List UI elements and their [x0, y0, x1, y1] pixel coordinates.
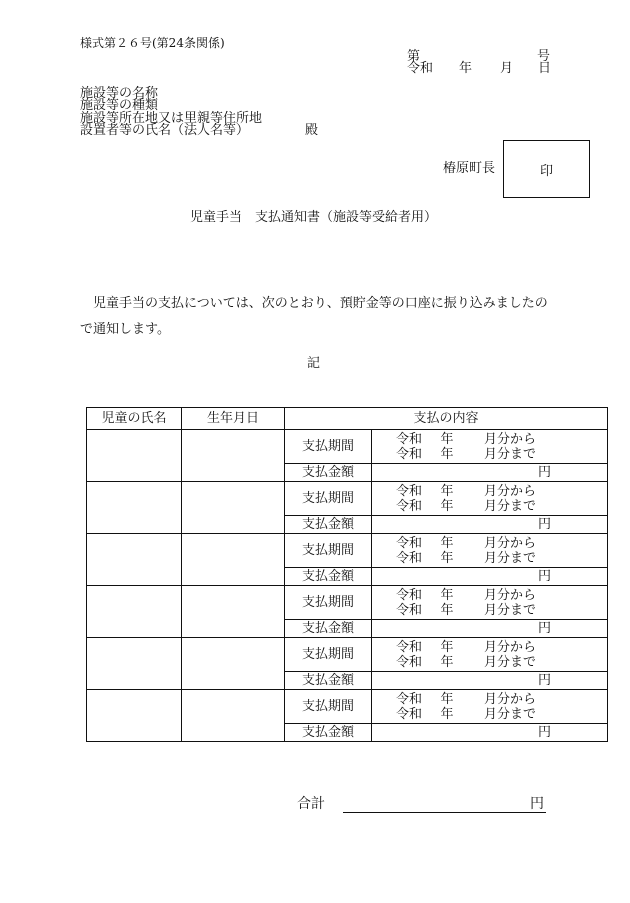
- date-day: 日: [538, 61, 552, 76]
- period-from: [372, 640, 607, 655]
- amount-value: 円: [372, 464, 608, 482]
- year-label: 年: [440, 706, 454, 722]
- year-label: 年: [440, 691, 454, 707]
- body-text: 児童手当の支払については、次のとおり、預貯金等の口座に振り込みましたので通知します。: [80, 296, 548, 337]
- table-row: [87, 586, 608, 620]
- period-to: [372, 551, 607, 566]
- era-label: 令和: [395, 431, 422, 447]
- birthdate-cell: [182, 430, 285, 482]
- amount-label: 支払金額: [285, 516, 372, 534]
- header-birthdate: 生年月日: [182, 408, 285, 430]
- period-value: [372, 690, 608, 724]
- header-payment-content: 支払の内容: [285, 408, 608, 430]
- era-label: 令和: [395, 446, 422, 462]
- month-to-label: 月分まで: [484, 446, 537, 462]
- facility-name-label: 施設等の名称: [80, 86, 159, 101]
- amount-label: 支払金額: [285, 672, 372, 690]
- total-amount-line: [343, 812, 546, 813]
- period-value: [372, 638, 608, 672]
- amount-value: 円: [372, 724, 608, 742]
- month-to-label: 月分まで: [484, 550, 537, 566]
- child-name-cell: [87, 638, 182, 690]
- period-label: 支払期間: [285, 638, 372, 672]
- era-label: 令和: [395, 483, 422, 499]
- date-month: 月: [500, 61, 514, 76]
- period-to: [372, 499, 607, 514]
- amount-value: 円: [372, 516, 608, 534]
- period-to: [372, 447, 607, 462]
- period-value: [372, 534, 608, 568]
- year-label: 年: [440, 602, 454, 618]
- payment-table: [86, 407, 608, 742]
- period-value: [372, 586, 608, 620]
- period-to: [372, 707, 607, 722]
- year-label: 年: [440, 639, 454, 655]
- era-label: 令和: [395, 550, 422, 566]
- amount-value: 円: [372, 620, 608, 638]
- table-row: [87, 482, 608, 516]
- facility-address-label: 施設等所在地又は里親等住所地: [80, 111, 263, 126]
- child-name-cell: [87, 534, 182, 586]
- child-name-cell: [87, 482, 182, 534]
- amount-label: 支払金額: [285, 464, 372, 482]
- month-from-label: 月分から: [484, 535, 537, 551]
- year-label: 年: [440, 498, 454, 514]
- form-number: 様式第２６号(第24条関係): [80, 36, 225, 50]
- era-label: 令和: [395, 654, 422, 670]
- date-era: 令和: [407, 61, 434, 76]
- period-to: [372, 655, 607, 670]
- year-label: 年: [440, 535, 454, 551]
- era-label: 令和: [395, 535, 422, 551]
- table-header-row: [87, 408, 608, 430]
- month-to-label: 月分まで: [484, 498, 537, 514]
- month-from-label: 月分から: [484, 691, 537, 707]
- year-label: 年: [440, 654, 454, 670]
- birthdate-cell: [182, 482, 285, 534]
- month-to-label: 月分まで: [484, 706, 537, 722]
- month-from-label: 月分から: [484, 483, 537, 499]
- era-label: 令和: [395, 691, 422, 707]
- period-from: [372, 432, 607, 447]
- era-label: 令和: [395, 602, 422, 618]
- era-label: 令和: [395, 498, 422, 514]
- period-from: [372, 484, 607, 499]
- facility-type-label: 施設等の種類: [80, 98, 159, 113]
- founder-name-label: 設置者等の氏名（法人名等）: [80, 123, 250, 138]
- period-label: 支払期間: [285, 586, 372, 620]
- total-yen: 円: [530, 796, 544, 812]
- child-name-cell: [87, 430, 182, 482]
- amount-label: 支払金額: [285, 568, 372, 586]
- period-label: 支払期間: [285, 430, 372, 464]
- amount-value: 円: [372, 672, 608, 690]
- child-name-cell: [87, 690, 182, 742]
- table-row: [87, 534, 608, 568]
- amount-label: 支払金額: [285, 724, 372, 742]
- period-label: 支払期間: [285, 482, 372, 516]
- period-from: [372, 588, 607, 603]
- period-label: 支払期間: [285, 690, 372, 724]
- table-row: [87, 430, 608, 464]
- birthdate-cell: [182, 586, 285, 638]
- year-label: 年: [440, 483, 454, 499]
- period-value: [372, 482, 608, 516]
- ki-label: 記: [307, 356, 321, 371]
- birthdate-cell: [182, 690, 285, 742]
- table-row: [87, 638, 608, 672]
- period-from: [372, 692, 607, 707]
- amount-value: 円: [372, 568, 608, 586]
- era-label: 令和: [395, 587, 422, 603]
- year-label: 年: [440, 587, 454, 603]
- month-to-label: 月分まで: [484, 654, 537, 670]
- document-date: [407, 62, 550, 76]
- period-to: [372, 603, 607, 618]
- birthdate-cell: [182, 534, 285, 586]
- month-from-label: 月分から: [484, 431, 537, 447]
- period-label: 支払期間: [285, 534, 372, 568]
- amount-label: 支払金額: [285, 620, 372, 638]
- year-label: 年: [440, 431, 454, 447]
- doc-number-suffix: 号: [536, 49, 550, 64]
- date-year: 年: [459, 61, 473, 76]
- table-row: [87, 690, 608, 724]
- era-label: 令和: [395, 706, 422, 722]
- total-label: 合計: [297, 796, 325, 812]
- period-value: [372, 430, 608, 464]
- honorific: 殿: [305, 123, 319, 138]
- month-from-label: 月分から: [484, 639, 537, 655]
- period-from: [372, 536, 607, 551]
- month-from-label: 月分から: [484, 587, 537, 603]
- doc-number-prefix: 第: [407, 49, 421, 64]
- header-child-name: 児童の氏名: [87, 408, 182, 430]
- issuer-title: 椿原町長: [443, 161, 496, 176]
- month-to-label: 月分まで: [484, 602, 537, 618]
- year-label: 年: [440, 446, 454, 462]
- document-title: 児童手当 支払通知書（施設等受給者用）: [190, 210, 438, 225]
- era-label: 令和: [395, 639, 422, 655]
- seal-box: [503, 140, 590, 198]
- birthdate-cell: [182, 638, 285, 690]
- child-name-cell: [87, 586, 182, 638]
- seal-label: 印: [539, 163, 553, 179]
- year-label: 年: [440, 550, 454, 566]
